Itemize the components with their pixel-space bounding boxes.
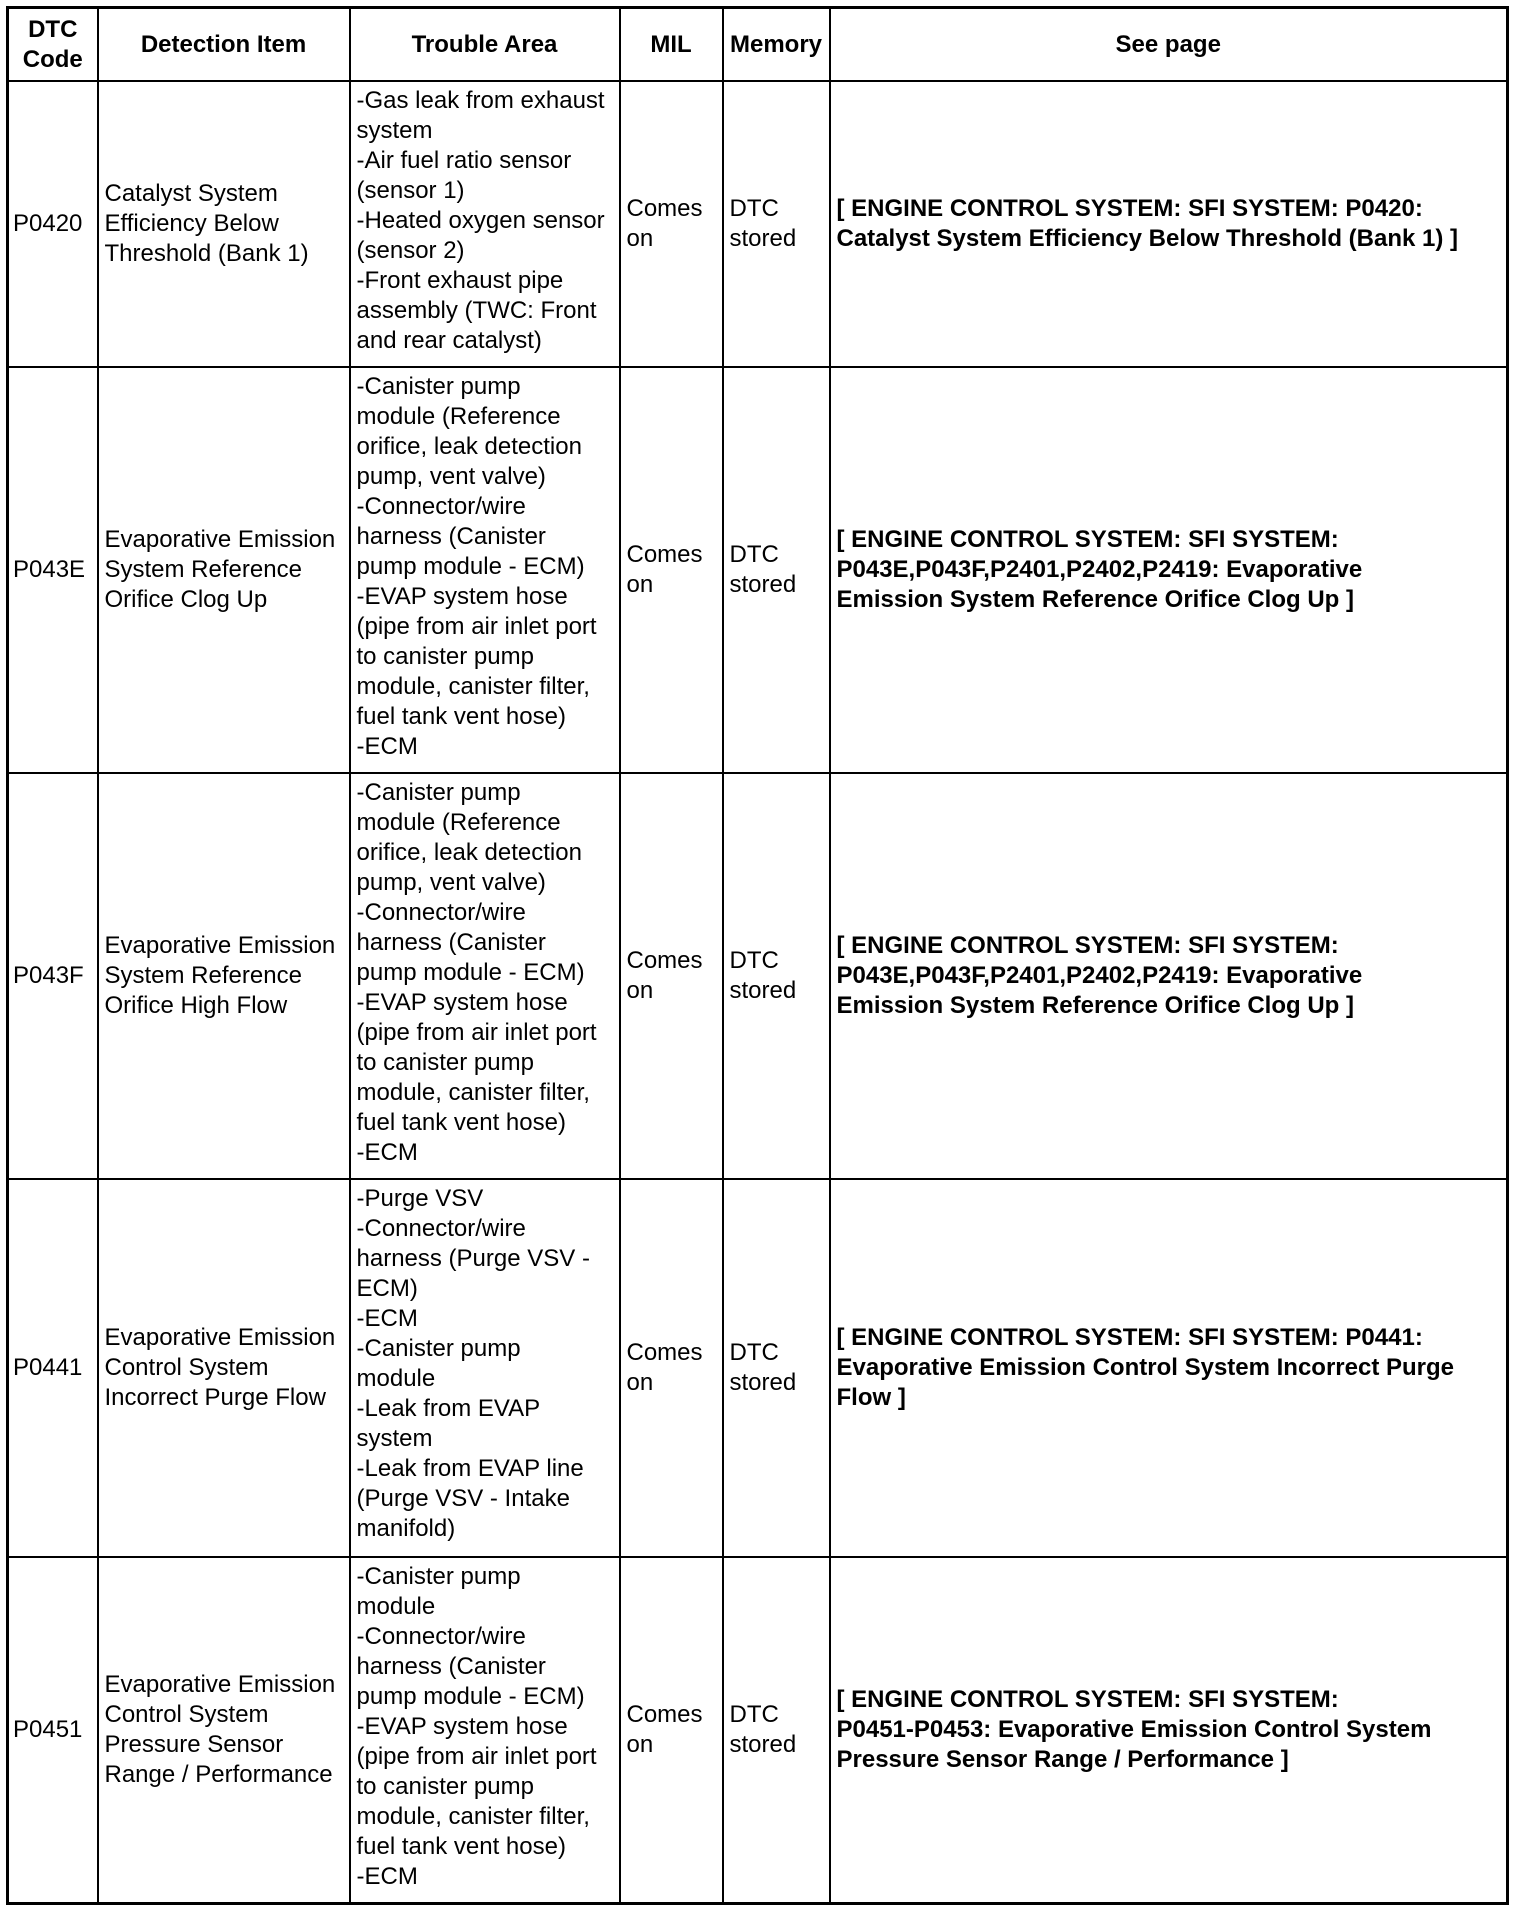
trouble-area-line: -Purge VSV: [356, 1185, 484, 1212]
trouble-area-line: -Canister pump: [356, 373, 521, 400]
trouble-area-line: pump module - ECM): [356, 1683, 585, 1710]
memory-line: DTC: [729, 195, 779, 222]
trouble-area-line: to canister pump: [356, 1773, 534, 1800]
detection-item-line: Catalyst System: [104, 180, 278, 207]
table-row: [8, 1179, 1508, 1557]
detection-item-line: Range / Performance: [104, 1761, 333, 1788]
trouble-area-line: module, canister filter,: [356, 673, 590, 700]
see-page-link-line: Emission System Reference Orifice Clog Up ]: [836, 586, 1354, 613]
see-page-link-line: P043E,P043F,P2401,P2402,P2419: Evaporative: [836, 556, 1363, 583]
trouble-area-line: module (Reference: [356, 403, 561, 430]
trouble-area-line: assembly (TWC: Front: [356, 297, 597, 324]
detection-item-line: Orifice High Flow: [104, 992, 288, 1019]
trouble-area-line: orifice, leak detection: [356, 433, 582, 460]
see-page-link-line: [ ENGINE CONTROL SYSTEM: SFI SYSTEM:: [836, 1686, 1339, 1713]
trouble-area-line: -EVAP system hose: [356, 583, 568, 610]
trouble-area-line: pump module - ECM): [356, 959, 585, 986]
trouble-area-line: module, canister filter,: [356, 1079, 590, 1106]
memory-line: stored: [729, 571, 797, 598]
table-header-row: [8, 8, 1508, 82]
trouble-area-line: pump, vent valve): [356, 869, 546, 896]
see-page-cell: [830, 773, 1508, 1179]
memory-cell: [723, 367, 830, 773]
see-page-link-line: Emission System Reference Orifice Clog Up ]: [836, 992, 1354, 1019]
memory-cell: [723, 1179, 830, 1557]
see-page-link-line: [ ENGINE CONTROL SYSTEM: SFI SYSTEM: P0441:: [836, 1324, 1423, 1351]
header-dtc-code-line: Code: [22, 45, 83, 73]
trouble-area-cell: [350, 367, 620, 773]
memory-cell: [723, 773, 830, 1179]
trouble-area-line: -EVAP system hose: [356, 989, 568, 1016]
trouble-area-line: pump, vent valve): [356, 463, 546, 490]
see-page-cell: [830, 1179, 1508, 1557]
header-dtc-code: [8, 8, 98, 82]
trouble-area-line: orifice, leak detection: [356, 839, 582, 866]
trouble-area-line: -Canister pump: [356, 1335, 521, 1362]
detection-item-line: Threshold (Bank 1): [104, 240, 309, 267]
trouble-area-cell: [350, 81, 620, 367]
detection-item-line: System Reference: [104, 962, 302, 989]
trouble-area-line: -ECM: [356, 733, 418, 760]
mil-cell: [620, 1557, 723, 1904]
trouble-area-line: system: [356, 1425, 433, 1452]
trouble-area-line: module: [356, 1365, 436, 1392]
detection-item-cell: [98, 773, 350, 1179]
detection-item-line: Orifice Clog Up: [104, 586, 268, 613]
memory-line: stored: [729, 1731, 797, 1758]
mil-line: Comes: [626, 195, 703, 222]
see-page-link-line: Evaporative Emission Control System Incorrect Purge: [836, 1354, 1455, 1381]
table-row: [8, 773, 1508, 1179]
dtc-table: [6, 6, 1509, 1905]
trouble-area-line: -Connector/wire: [356, 899, 526, 926]
memory-line: stored: [729, 225, 797, 252]
trouble-area-line: -Connector/wire: [356, 1623, 526, 1650]
memory-line: DTC: [729, 1701, 779, 1728]
trouble-area-line: -Canister pump: [356, 779, 521, 806]
trouble-area-line: (sensor 1): [356, 177, 465, 204]
dtc-code-cell: P043E: [8, 367, 98, 773]
trouble-area-line: -Leak from EVAP: [356, 1395, 541, 1422]
dtc-code-cell: P043F: [8, 773, 98, 1179]
header-memory: Memory: [723, 8, 830, 82]
detection-item-line: Evaporative Emission: [104, 932, 336, 959]
see-page-cell: [830, 1557, 1508, 1904]
detection-item-line: Pressure Sensor: [104, 1731, 284, 1758]
see-page-link-line: [ ENGINE CONTROL SYSTEM: SFI SYSTEM:: [836, 526, 1339, 553]
trouble-area-line: -EVAP system hose: [356, 1713, 568, 1740]
trouble-area-line: and rear catalyst): [356, 327, 542, 354]
mil-line: Comes: [626, 1701, 703, 1728]
memory-line: DTC: [729, 947, 779, 974]
memory-line: stored: [729, 977, 797, 1004]
detection-item-line: Evaporative Emission: [104, 1324, 336, 1351]
detection-item-line: System Reference: [104, 556, 302, 583]
mil-line: Comes: [626, 947, 703, 974]
trouble-area-line: -ECM: [356, 1305, 418, 1332]
trouble-area-line: fuel tank vent hose): [356, 703, 566, 730]
dtc-code-cell: P0451: [8, 1557, 98, 1904]
detection-item-line: Evaporative Emission: [104, 1671, 336, 1698]
detection-item-line: Control System: [104, 1354, 269, 1381]
trouble-area-line: to canister pump: [356, 1049, 534, 1076]
detection-item-cell: [98, 1557, 350, 1904]
see-page-link-line: Catalyst System Efficiency Below Threshold (Bank 1) ]: [836, 225, 1459, 252]
memory-line: DTC: [729, 541, 779, 568]
header-dtc-code-line: DTC: [28, 15, 78, 43]
trouble-area-line: -Air fuel ratio sensor: [356, 147, 572, 174]
trouble-area-line: pump module - ECM): [356, 553, 585, 580]
see-page-cell: [830, 81, 1508, 367]
detection-item-cell: [98, 81, 350, 367]
dtc-code-cell: P0420: [8, 81, 98, 367]
trouble-area-line: harness (Canister: [356, 523, 546, 550]
detection-item-line: Efficiency Below: [104, 210, 279, 237]
table-row: [8, 1557, 1508, 1904]
detection-item-cell: [98, 1179, 350, 1557]
mil-cell: [620, 1179, 723, 1557]
see-page-link-line: [ ENGINE CONTROL SYSTEM: SFI SYSTEM:: [836, 932, 1339, 959]
trouble-area-line: harness (Canister: [356, 929, 546, 956]
mil-cell: [620, 367, 723, 773]
trouble-area-line: ECM): [356, 1275, 418, 1302]
see-page-link-line: P0451-P0453: Evaporative Emission Control System: [836, 1716, 1432, 1743]
trouble-area-cell: [350, 773, 620, 1179]
see-page-link-line: P043E,P043F,P2401,P2402,P2419: Evaporative: [836, 962, 1363, 989]
trouble-area-line: fuel tank vent hose): [356, 1109, 566, 1136]
table-row: [8, 81, 1508, 367]
memory-line: DTC: [729, 1339, 779, 1366]
mil-line: Comes: [626, 541, 703, 568]
header-mil: MIL: [620, 8, 723, 82]
header-trouble-area: Trouble Area: [350, 8, 620, 82]
table-row: [8, 367, 1508, 773]
header-see-page: See page: [830, 8, 1508, 82]
trouble-area-line: -ECM: [356, 1863, 418, 1890]
trouble-area-line: -Connector/wire: [356, 1215, 526, 1242]
trouble-area-line: module, canister filter,: [356, 1803, 590, 1830]
mil-line: on: [626, 977, 654, 1004]
mil-cell: [620, 773, 723, 1179]
mil-line: on: [626, 1731, 654, 1758]
trouble-area-line: -ECM: [356, 1139, 418, 1166]
trouble-area-cell: [350, 1557, 620, 1904]
trouble-area-line: -Heated oxygen sensor: [356, 207, 605, 234]
mil-line: on: [626, 571, 654, 598]
see-page-cell: [830, 367, 1508, 773]
trouble-area-line: -Connector/wire: [356, 493, 526, 520]
see-page-link-line: [ ENGINE CONTROL SYSTEM: SFI SYSTEM: P0420:: [836, 195, 1423, 222]
trouble-area-line: (Purge VSV - Intake: [356, 1485, 570, 1512]
see-page-link-line: Flow ]: [836, 1384, 906, 1411]
mil-line: on: [626, 225, 654, 252]
trouble-area-cell: [350, 1179, 620, 1557]
memory-cell: [723, 1557, 830, 1904]
trouble-area-line: manifold): [356, 1515, 456, 1542]
trouble-area-line: -Canister pump: [356, 1563, 521, 1590]
trouble-area-line: module (Reference: [356, 809, 561, 836]
trouble-area-line: (sensor 2): [356, 237, 465, 264]
detection-item-line: Incorrect Purge Flow: [104, 1384, 326, 1411]
detection-item-line: Control System: [104, 1701, 269, 1728]
detection-item-line: Evaporative Emission: [104, 526, 336, 553]
mil-line: on: [626, 1369, 654, 1396]
memory-cell: [723, 81, 830, 367]
trouble-area-line: fuel tank vent hose): [356, 1833, 566, 1860]
trouble-area-line: -Leak from EVAP line: [356, 1455, 584, 1482]
header-detection-item: Detection Item: [98, 8, 350, 82]
mil-cell: [620, 81, 723, 367]
trouble-area-line: (pipe from air inlet port: [356, 1019, 597, 1046]
memory-line: stored: [729, 1369, 797, 1396]
trouble-area-line: harness (Canister: [356, 1653, 546, 1680]
trouble-area-line: (pipe from air inlet port: [356, 1743, 597, 1770]
mil-line: Comes: [626, 1339, 703, 1366]
trouble-area-line: system: [356, 117, 433, 144]
detection-item-cell: [98, 367, 350, 773]
trouble-area-line: (pipe from air inlet port: [356, 613, 597, 640]
see-page-link-line: Pressure Sensor Range / Performance ]: [836, 1746, 1289, 1773]
trouble-area-line: module: [356, 1593, 436, 1620]
trouble-area-line: -Front exhaust pipe: [356, 267, 564, 294]
dtc-table-sheet: [6, 6, 1509, 1905]
trouble-area-line: to canister pump: [356, 643, 534, 670]
trouble-area-line: harness (Purge VSV -: [356, 1245, 590, 1272]
dtc-code-cell: P0441: [8, 1179, 98, 1557]
trouble-area-line: -Gas leak from exhaust: [356, 87, 605, 114]
